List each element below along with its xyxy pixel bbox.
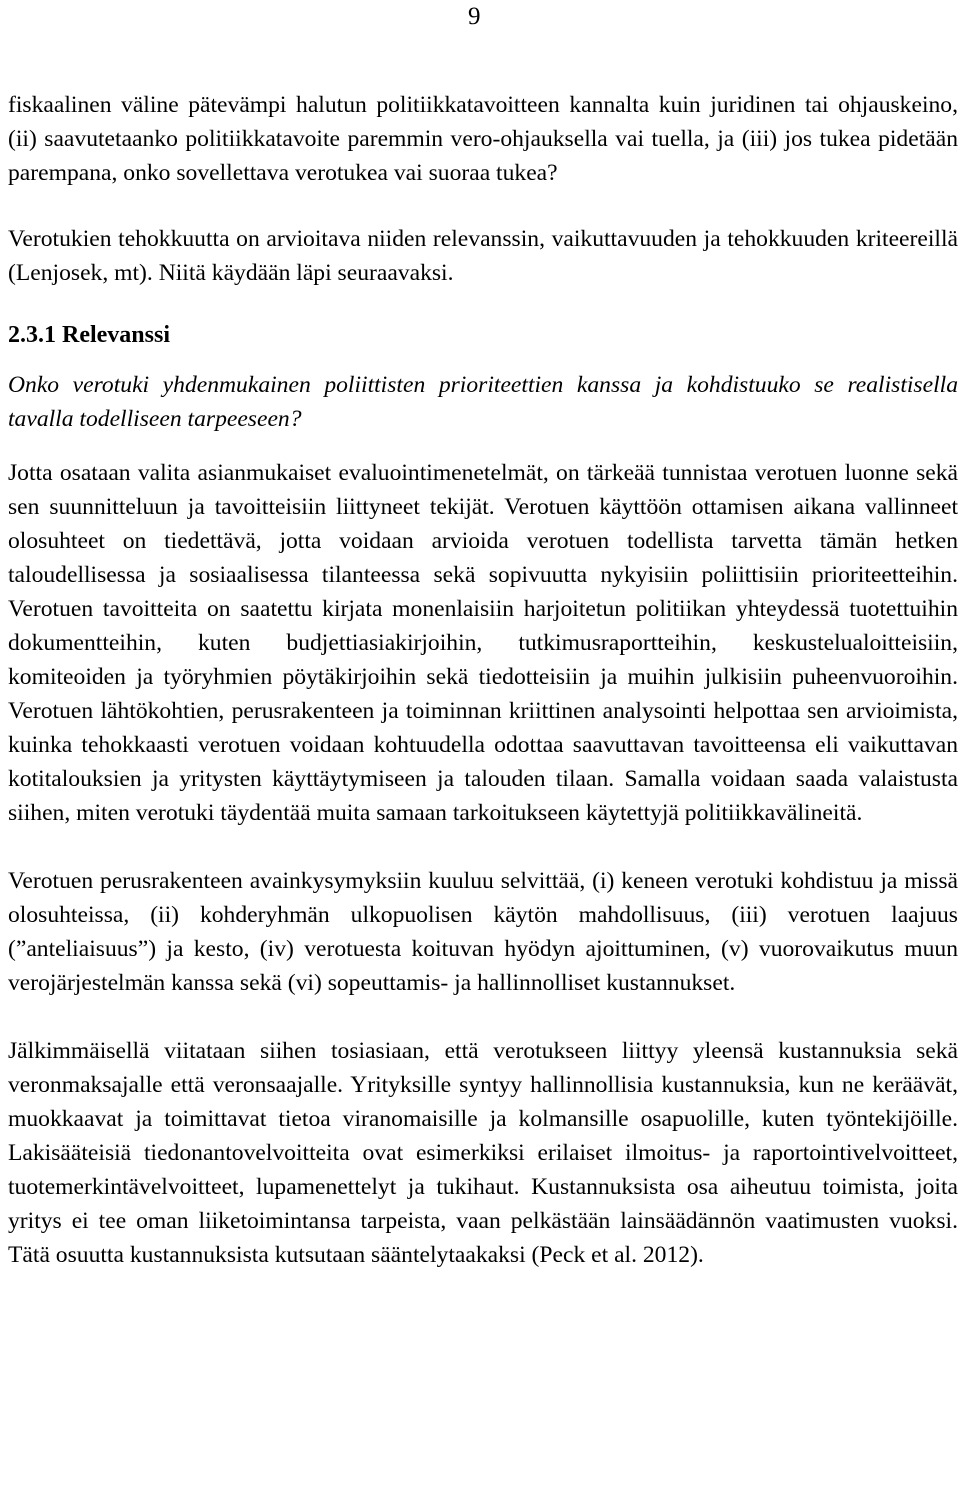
paragraph-policy-instrument: fiskaalinen väline pätevämpi halutun politiikkatavoitteen kannalta kuin juridinen tai ohjauskeino, (ii) saavutetaanko politiikkatavoite paremmin vero-ohjauksella vai tuella, ja (iii) jos tukea pidetään parempana, onko sovellettava verotukea vai suoraa tukea? bbox=[8, 92, 958, 186]
paragraph-administrative-costs: Jälkimmäisellä viitataan siihen tosiasiaan, että verotukseen liittyy yleensä kustannuksia sekä veronmaksajalle että veronsaajalle. Yrityksille syntyy hallinnollisia kustannuksia, kun ne keräävät, muokkaavat ja toimittavat tietoa viranomaisille ja kolmansille osapuolille, kuten työntekijöille. Lakisääteisiä tiedonantovelvoitteita ovat esimerkiksi erilaiset ilmoitus- ja raportointivelvoitteet, tuotemerkintävelvoitteet, lupamenettelyt ja tukihaut. Kustannuksista osa aiheutuu toimista, joita yritys ei tee oman liiketoimintansa tarpeista, vaan pelkästään lainsäädännön vaatimusten vuoksi. Tätä osuutta kustannuksista kutsutaan sääntelytaakaksi (Peck et al. 2012). bbox=[8, 1038, 958, 1268]
paragraph-efficiency-criteria: Verotukien tehokkuutta on arvioitava niiden relevanssin, vaikuttavuuden ja tehokkuuden kriteereillä (Lenjosek, mt). Niitä käydään läpi seuraavaksi. bbox=[8, 226, 958, 286]
guiding-question: Onko verotuki yhdenmukainen poliittisten prioriteettien kanssa ja kohdistuuko se realistisella tavalla todelliseen tarpeeseen? bbox=[8, 372, 958, 432]
paragraph-evaluation-methods: Jotta osataan valita asianmukaiset evaluointimenetelmät, on tärkeää tunnistaa verotuen luonne sekä sen suunnitteluun ja tavoitteisiin liittyneet tekijät. Verotuen käyttöön ottamisen aikana vallinneet olosuhteet on tiedettävä, jotta voidaan arvioida verotuen todellista tarvetta tämän hetken taloudellisessa ja sosiaalisessa tilanteessa sekä sopivuutta nykyisiin poliittisiin prioriteetteihin. Verotuen tavoitteita on saatettu kirjata monenlaisiin harjoitetun politiikan yhteydessä tuotettuihin dokumentteihin, kuten budjettiasiakirjoihin, tutkimusraportteihin, keskustelualoitteisiin, komiteoiden ja työryhmien pöytäkirjoihin sekä tiedotteisiin ja muihin julkisiin puheenvuoroihin. Verotuen lähtökohtien, perusrakenteen ja toiminnan kriittinen analysointi helpottaa sen arvioimista, kuinka tehokkaasti verotuen voidaan kohtuudella odottaa saavuttavan tavoitteensa eli vaikuttavan kotitalouksien ja yritysten käyttäytymiseen ja talouden tilaan. Samalla voidaan saada valaistusta siihen, miten verotuki täydentää muita samaan tarkoitukseen käytettyjä politiikkavälineitä. bbox=[8, 460, 958, 826]
section-heading-relevance: 2.3.1 Relevanssi bbox=[8, 322, 170, 348]
page-content bbox=[8, 88, 958, 1272]
page-number: 9 bbox=[468, 3, 481, 30]
paragraph-key-questions: Verotuen perusrakenteen avainkysymyksiin kuuluu selvittää, (i) keneen verotuki kohdistuu ja missä olosuhteissa, (ii) kohderyhmän ulkopuolisen käytön mahdollisuus, (iii) verotuen laajuus (”anteliaisuus”) ja kesto, (iv) verotuesta koituvan hyödyn ajoittuminen, (v) vuorovaikutus muun verojärjestelmän kanssa sekä (vi) sopeuttamis- ja hallinnolliset kustannukset. bbox=[8, 868, 958, 996]
